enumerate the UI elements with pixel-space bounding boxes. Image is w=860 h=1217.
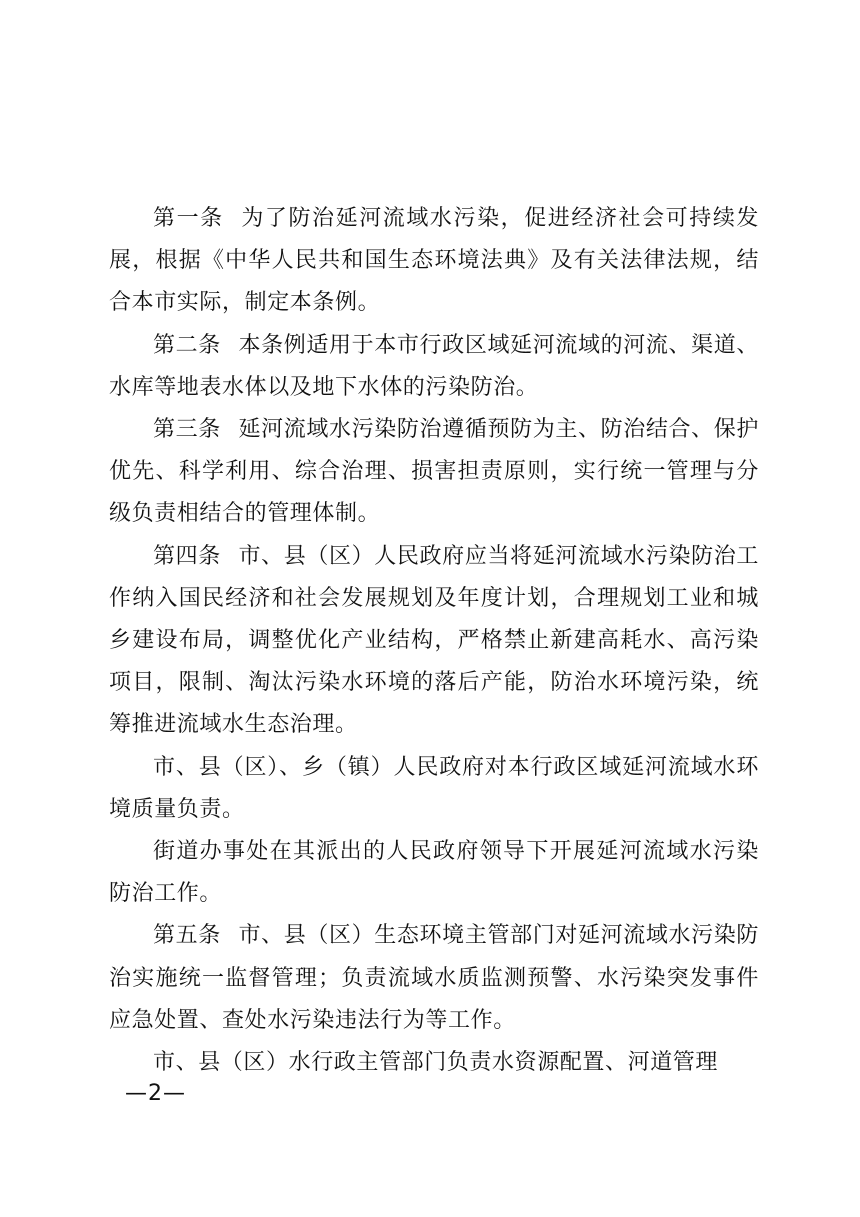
paragraph-text: 市、县（区）生态环境主管部门对延河流域水污染防治实施统一监督管理；负责流域水质监测预警、水污染突发事件应急处置、查处水污染违法行为等工作。 xyxy=(109,923,759,1033)
article-number: 第一条 xyxy=(153,206,224,231)
article-number: 第二条 xyxy=(153,332,221,358)
article-number: 第五条 xyxy=(153,923,221,949)
article-paragraph-2 xyxy=(109,325,759,409)
paragraph-text: 延河流域水污染防治遵循预防为主、防治结合、保护优先、科学利用、综合治理、损害担责原则，实行统一管理与分级负责相结合的管理体制。 xyxy=(109,417,759,527)
article-number: 第三条 xyxy=(153,417,221,443)
paragraph-text: 市、县（区）、乡（镇）人民政府对本行政区域延河流域水环境质量负责。 xyxy=(109,754,759,822)
article-paragraph-3 xyxy=(109,409,759,536)
article-paragraph-5 xyxy=(109,915,759,1042)
continuation-paragraph-3 xyxy=(109,1042,759,1084)
paragraph-text: 为了防治延河流域水污染，促进经济社会可持续发展，根据《中华人民共和国生态环境法典》及有关法律法规，结合本市实际，制定本条例。 xyxy=(109,206,759,316)
page-number: —2— xyxy=(125,1081,186,1106)
article-paragraph-1 xyxy=(109,198,759,325)
continuation-paragraph-1 xyxy=(109,747,759,831)
article-number: 第四条 xyxy=(153,543,221,569)
document-body xyxy=(109,198,759,1084)
continuation-paragraph-2 xyxy=(109,831,759,915)
paragraph-text: 街道办事处在其派出的人民政府领导下开展延河流域水污染防治工作。 xyxy=(109,839,759,907)
paragraph-text: 本条例适用于本市行政区域延河流域的河流、渠道、水库等地表水体以及地下水体的污染防治。 xyxy=(109,332,759,400)
article-paragraph-4 xyxy=(109,536,759,747)
paragraph-text: 市、县（区）人民政府应当将延河流域水污染防治工作纳入国民经济和社会发展规划及年度计划，合理规划工业和城乡建设布局，调整优化产业结构，严格禁止新建高耗水、高污染项目，限制、淘汰污染水环境的落后产能，防治水环境污染，统筹推进流域水生态治理。 xyxy=(109,543,759,738)
paragraph-text: 市、县（区）水行政主管部门负责水资源配置、河道管理 xyxy=(153,1050,719,1076)
